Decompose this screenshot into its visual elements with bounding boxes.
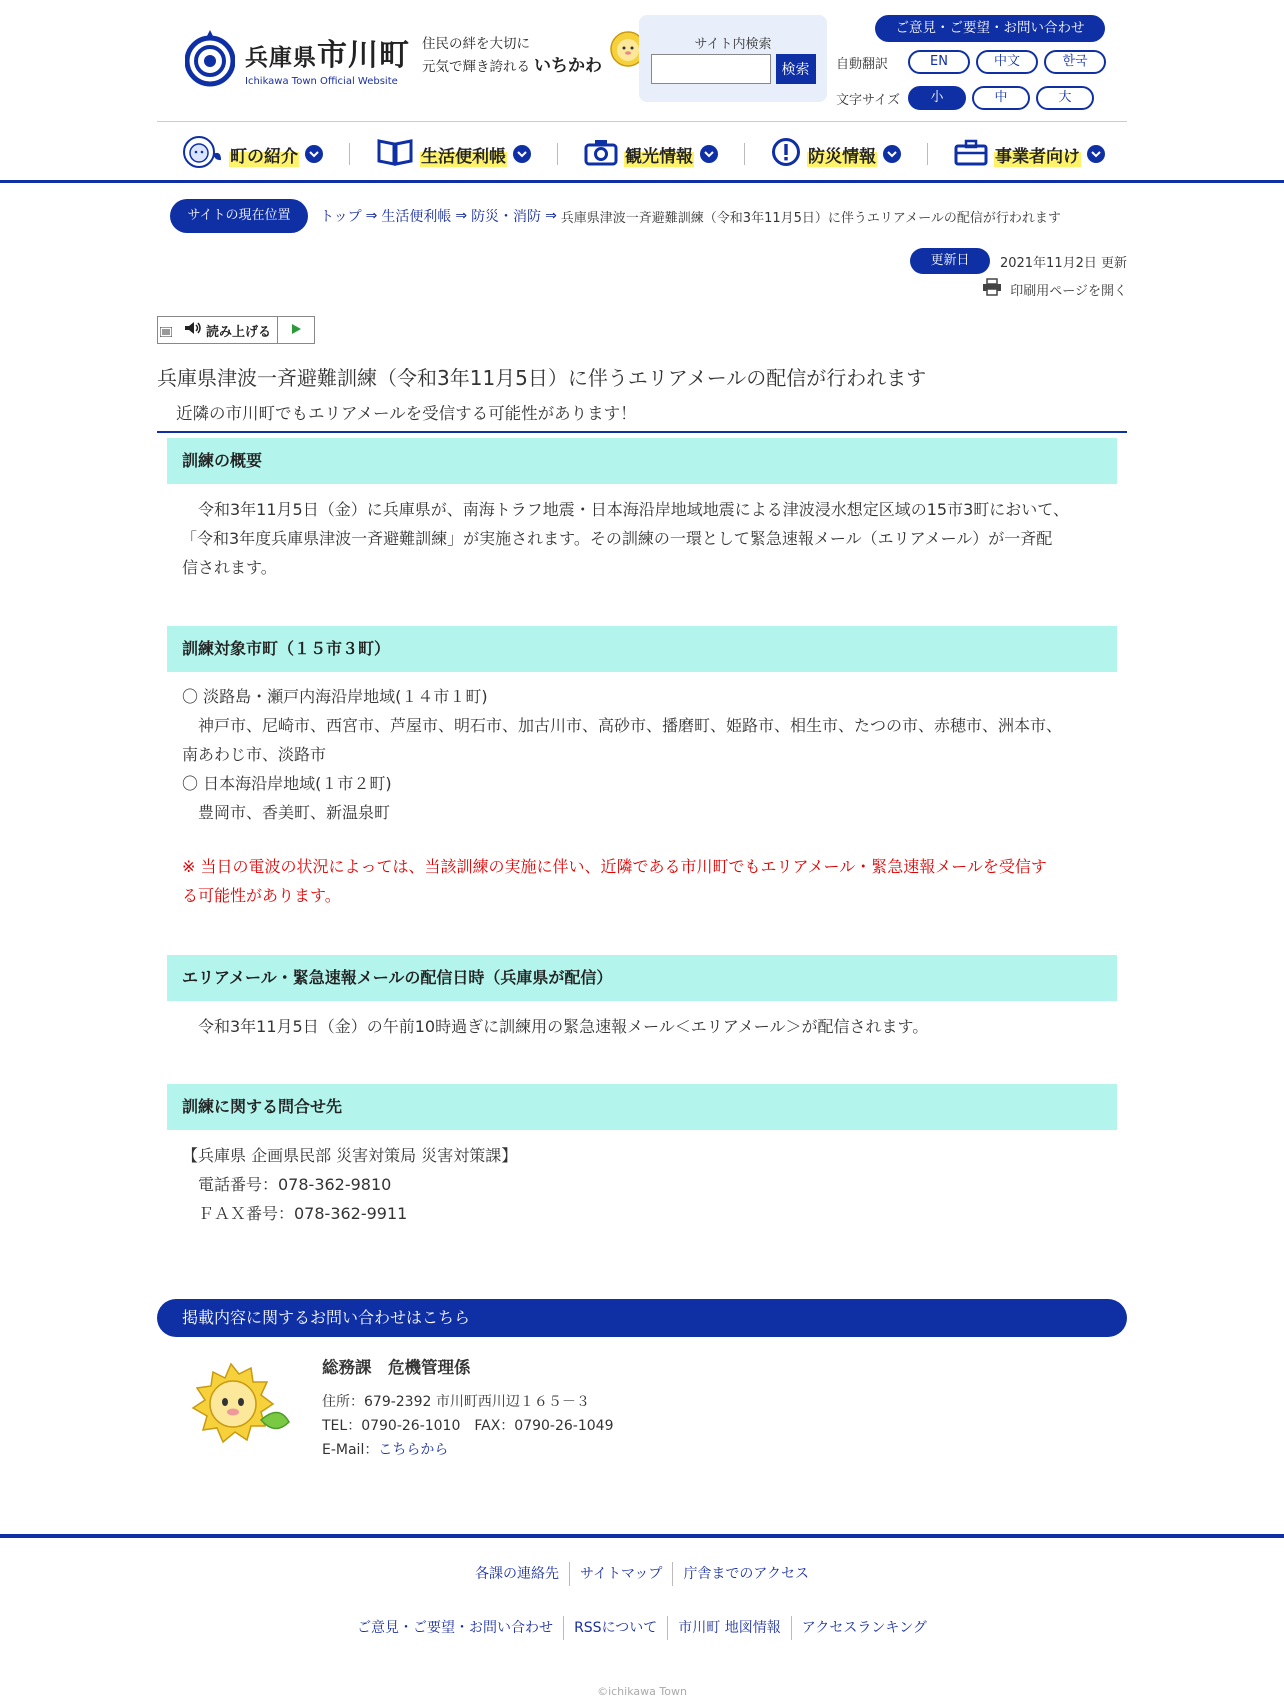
footer-links-row-2 [0,1616,1284,1640]
gnav-label: 町の紹介 [229,142,299,167]
gnav-business[interactable] [954,138,1105,170]
printer-icon [982,278,1002,300]
town-emblem-icon [185,28,235,88]
chevron-down-icon [1087,145,1105,163]
gnav-tourism[interactable] [584,138,718,170]
gnav-label: 観光情報 [624,142,694,167]
print-label: 印刷用ページを開く [1010,283,1127,299]
site-header [157,0,1127,180]
text-line: ＦＡＸ番号：078-362-9911 [182,1204,408,1223]
alert-icon [771,137,801,171]
fontsize-small-button[interactable]: 小 [908,86,966,110]
footer-link-dept-contacts[interactable]: 各課の連絡先 [465,1562,570,1586]
alert-note: ※ 当日の電波の状況によっては、当該訓練の実施に伴い、近隣である市川町でもエリアメール・緊急速報メールを受信す [182,857,1047,876]
translate-row [836,50,1112,74]
breadcrumb-current: 兵庫県津波一斉避難訓練（令和3年11月5日）に伴うエリアメールの配信が行われます [560,210,1061,226]
header-divider [157,121,1127,122]
nav-separator [557,143,558,165]
gnav-label: 生活便利帳 [420,142,507,167]
section-body-target-cities [182,682,1112,910]
section-heading-delivery-time: エリアメール・緊急速報メールの配信日時（兵庫県が配信） [167,955,1117,1001]
mascot-icon [183,1360,293,1450]
gnav-disaster-prevention[interactable] [771,137,901,171]
updated-badge: 更新日 [910,248,990,274]
fontsize-medium-button[interactable]: 中 [972,86,1030,110]
slogan-line-2: 元気で輝き誇れる [422,59,530,75]
footer-link-access[interactable]: 庁舎までのアクセス [683,1566,810,1582]
site-search-panel [639,15,827,102]
search-button[interactable]: 検索 [776,54,816,84]
lang-ko-button[interactable]: 한국 [1044,50,1106,74]
text-line: 〇 淡路島・瀬戸内海沿岸地域(１４市１町) [182,687,488,706]
section-body-overview [182,495,1112,582]
text-line: 【兵庫県 企画県民部 災害対策局 災害対策課】 [182,1146,518,1165]
contact-email-link[interactable]: こちらから [378,1442,449,1458]
read-aloud-label: 読み上げる [206,324,272,340]
translate-label: 自動翻訳 [836,56,889,72]
chevron-down-icon [883,145,901,163]
footer-link-rss[interactable]: RSSについて [564,1616,668,1640]
fontsize-row [836,86,1100,110]
text-line: 南あわじ市、淡路市 [182,745,327,764]
footer-links-row-1 [0,1562,1284,1586]
read-aloud-button[interactable] [158,317,278,343]
text-line: 〇 日本海沿岸地域(１市２町) [182,774,392,793]
section-heading-inquiry: 訓練に関する問合せ先 [167,1084,1117,1130]
update-info [910,248,1127,274]
footer-rule [0,1534,1284,1538]
gnav-living-guide[interactable] [376,137,531,171]
slogan-strong: いちかわ [534,56,602,76]
section-body-delivery-time [182,1012,1112,1041]
play-icon [290,321,302,339]
text-line: 令和3年11月5日（金）の午前10時過ぎに訓練用の緊急速報メール＜エリアメール＞が配信されます。 [182,1017,929,1036]
updated-date: 2021年11月2日 更新 [999,255,1127,271]
footer-link-map[interactable]: 市川町 地図情報 [668,1616,791,1640]
breadcrumb-arrow: ⇒ [365,208,378,224]
chevron-down-icon [305,145,323,163]
contact-address: 住所：679-2392 市川町西川辺１６５－３ [322,1394,590,1410]
text-line: 電話番号：078-362-9810 [182,1175,392,1194]
chevron-down-icon [513,145,531,163]
gnav-label: 防災情報 [807,142,877,167]
text-line: 神戸市、尼崎市、西宮市、芦屋市、明石市、加古川市、高砂市、播磨町、姫路市、相生市、たつの市、赤穂市、洲本市、 [182,716,1063,735]
speaker-icon [184,321,202,339]
footer-link-opinion[interactable]: ご意見・ご要望・お問い合わせ [347,1616,564,1640]
mascot-icon [179,134,223,174]
chevron-down-icon [700,145,718,163]
breadcrumb-arrow: ⇒ [545,208,557,224]
play-button[interactable] [278,317,314,343]
breadcrumb-link-living[interactable]: 生活便利帳 [381,209,452,225]
breadcrumb-arrow: ⇒ [455,208,468,224]
nav-separator [349,143,350,165]
search-input[interactable] [651,54,771,84]
section-body-inquiry [182,1141,1112,1228]
text-line: 信されます。 [182,558,277,577]
slogan-line-1: 住民の絆を大切に [422,36,530,52]
page-subtitle: 近隣の市川町でもエリアメールを受信する可能性があります！ [176,404,637,423]
breadcrumb-badge: サイトの現在位置 [170,199,308,233]
menu-icon [160,326,172,341]
contact-heading: 掲載内容に関するお問い合わせはこちら [157,1299,1127,1337]
print-link[interactable] [982,278,1127,300]
breadcrumb [170,199,1061,233]
footer-link-ranking[interactable]: アクセスランキング [801,1620,927,1636]
contact-tel-fax: TEL：0790-26-1010 FAX：0790-26-1049 [322,1418,614,1434]
nav-separator [927,143,928,165]
fontsize-label: 文字サイズ [836,92,900,108]
gnav-label: 事業者向け [994,142,1081,167]
contact-dept: 総務課 危機管理係 [322,1358,471,1377]
title-rule [157,431,1127,433]
alert-note: る可能性があります。 [182,886,341,905]
text-line: 令和3年11月5日（金）に兵庫県が、南海トラフ地震・日本海沿岸地域地震による津波浸水想定区域の15市3町において、 [182,500,1069,519]
town-slogan [422,30,658,78]
footer-link-sitemap[interactable]: サイトマップ [570,1562,673,1586]
book-icon [376,137,414,171]
text-line: 「令和3年度兵庫県津波一斉避難訓練」が実施されます。その訓練の一環として緊急速報メール（エリアメール）が一斉配 [181,529,1053,548]
site-logo[interactable] [185,28,410,88]
read-aloud-player [157,316,315,344]
contact-email-label: E-Mail： [322,1442,379,1458]
camera-icon [584,138,618,170]
gnav-town-intro[interactable] [179,134,323,174]
text-line: 豊岡市、香美町、新温泉町 [182,803,391,822]
lang-en-button[interactable]: EN [908,50,970,74]
breadcrumb-link-top[interactable]: トップ [320,209,362,225]
header-rule [0,180,1284,183]
search-label: サイト内検索 [694,37,772,52]
briefcase-icon [954,138,988,170]
section-heading-target-cities: 訓練対象市町（１５市３町） [167,626,1117,672]
opinion-contact-button[interactable]: ご意見・ご要望・お問い合わせ [875,15,1105,42]
nav-separator [744,143,745,165]
contact-details [322,1356,613,1462]
lang-zh-button[interactable]: 中文 [976,50,1038,74]
breadcrumb-link-disaster[interactable]: 防災・消防 [471,209,542,225]
logo-english: Ichikawa Town Official Website [245,75,398,87]
global-nav [157,134,1127,174]
page-title: 兵庫県津波一斉避難訓練（令和3年11月5日）に伴うエリアメールの配信が行われます [157,366,927,390]
copyright: ©ichikawa Town [597,1685,687,1698]
fontsize-large-button[interactable]: 大 [1036,86,1094,110]
section-heading-overview: 訓練の概要 [167,438,1117,484]
logo-title: 兵庫県市川町 [245,37,410,73]
